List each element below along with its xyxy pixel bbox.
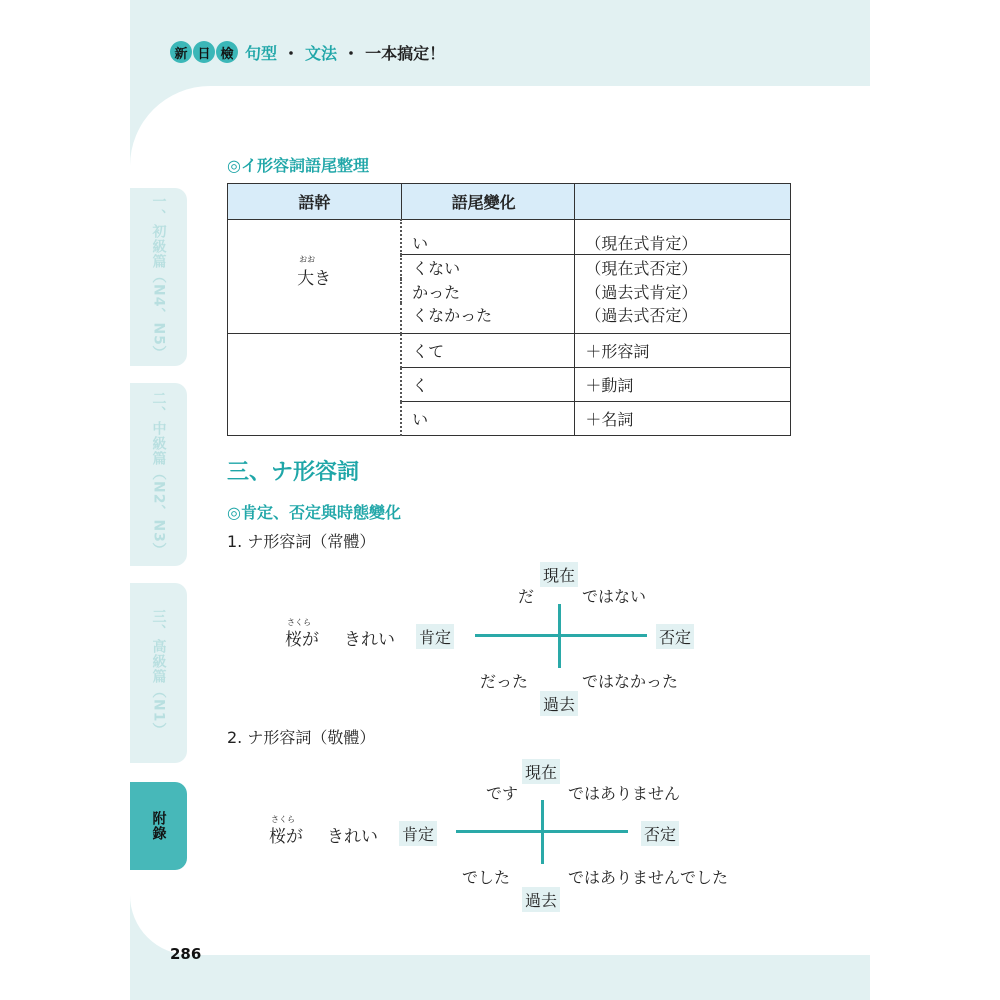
i-adj-table: [227, 183, 791, 436]
usage-cell: ＋名詞: [575, 402, 791, 436]
header-badge: 檢: [216, 41, 238, 63]
header-title-part: 一本搞定！: [365, 43, 446, 63]
adjective-text: きれい: [327, 827, 378, 847]
usage-cell: （過去式肯定）: [575, 279, 791, 303]
present-tag: 現在: [522, 759, 560, 784]
ending-cell: くて: [401, 334, 575, 368]
header-badge: 日: [193, 41, 215, 63]
table-row: [228, 220, 791, 255]
present-affirm-form: だ: [518, 587, 535, 606]
side-tab-beginner[interactable]: [130, 188, 187, 366]
present-negate-form: ではない: [582, 587, 647, 606]
side-tab-label: 附錄: [150, 811, 167, 841]
header-separator: ・: [343, 43, 360, 63]
column-header-ending: 語尾變化: [401, 184, 575, 220]
present-negate-form: ではありません: [568, 784, 681, 803]
affirm-tag: 肯定: [399, 821, 437, 846]
subject-text: 桜が: [285, 630, 319, 650]
past-tag: 過去: [522, 887, 560, 912]
ending-cell: かった: [401, 279, 575, 303]
ending-cell: い: [401, 402, 575, 436]
past-affirm-form: だった: [480, 672, 529, 691]
header-title-part: 句型: [245, 43, 278, 63]
negate-tag: 否定: [656, 624, 694, 649]
ending-cell: くなかった: [401, 303, 575, 334]
usage-cell: ＋動詞: [575, 368, 791, 402]
column-header-stem: 語幹: [228, 184, 402, 220]
side-tab-appendix[interactable]: [130, 782, 187, 870]
stem-ruby: おお: [299, 255, 316, 264]
ending-cell: く: [401, 368, 575, 402]
axis-vertical: [558, 604, 561, 668]
header-title-part: 文法: [305, 43, 338, 63]
header-badge: 新: [170, 41, 192, 63]
stem-cell-continued: [228, 334, 402, 436]
usage-cell: （過去式否定）: [575, 303, 791, 334]
subject-ruby: さくら: [271, 815, 295, 824]
side-tab-label: 二、中級篇（N2、N3）: [150, 391, 167, 558]
axis-vertical: [541, 800, 544, 864]
stem-text: 大き: [297, 269, 332, 289]
axis-horizontal: [475, 634, 647, 637]
past-tag: 過去: [540, 691, 578, 716]
polite-form-label: 2. ナ形容詞（敬體）: [227, 728, 376, 747]
ending-cell: い: [401, 220, 575, 255]
subject-text: 桜が: [269, 827, 303, 847]
past-negate-form: ではなかった: [582, 672, 679, 691]
usage-cell: ＋形容詞: [575, 334, 791, 368]
adjective-text: きれい: [344, 630, 395, 650]
usage-cell: （現在式肯定）: [575, 220, 791, 255]
i-adj-heading: ◎イ形容詞語尾整理: [227, 156, 369, 175]
usage-cell: （現在式否定）: [575, 255, 791, 280]
table-row: [228, 334, 791, 368]
table-header-row: [228, 184, 791, 220]
past-affirm-form: でした: [462, 868, 511, 887]
present-tag: 現在: [540, 562, 578, 587]
header-separator: ・: [283, 43, 300, 63]
present-affirm-form: です: [486, 784, 519, 803]
section-title: 三、ナ形容詞: [227, 460, 360, 485]
side-tab-label: 一、初級篇（N4、N5）: [150, 193, 167, 361]
page-number: 286: [170, 945, 202, 963]
plain-form-label: 1. ナ形容詞（常體）: [227, 532, 376, 551]
side-tab-advanced[interactable]: [130, 583, 187, 763]
stem-cell: [228, 220, 402, 334]
side-tab-label: 三、高級篇（N1）: [150, 608, 167, 738]
subject-ruby: さくら: [287, 618, 311, 627]
past-negate-form: ではありませんでした: [568, 868, 729, 887]
affirm-tag: 肯定: [416, 624, 454, 649]
negate-tag: 否定: [641, 821, 679, 846]
section-subtitle: ◎肯定、否定與時態變化: [227, 503, 401, 522]
book-header: [170, 38, 445, 66]
column-header-blank: [575, 184, 791, 220]
ending-cell: くない: [401, 255, 575, 280]
side-tab-intermediate[interactable]: [130, 383, 187, 566]
